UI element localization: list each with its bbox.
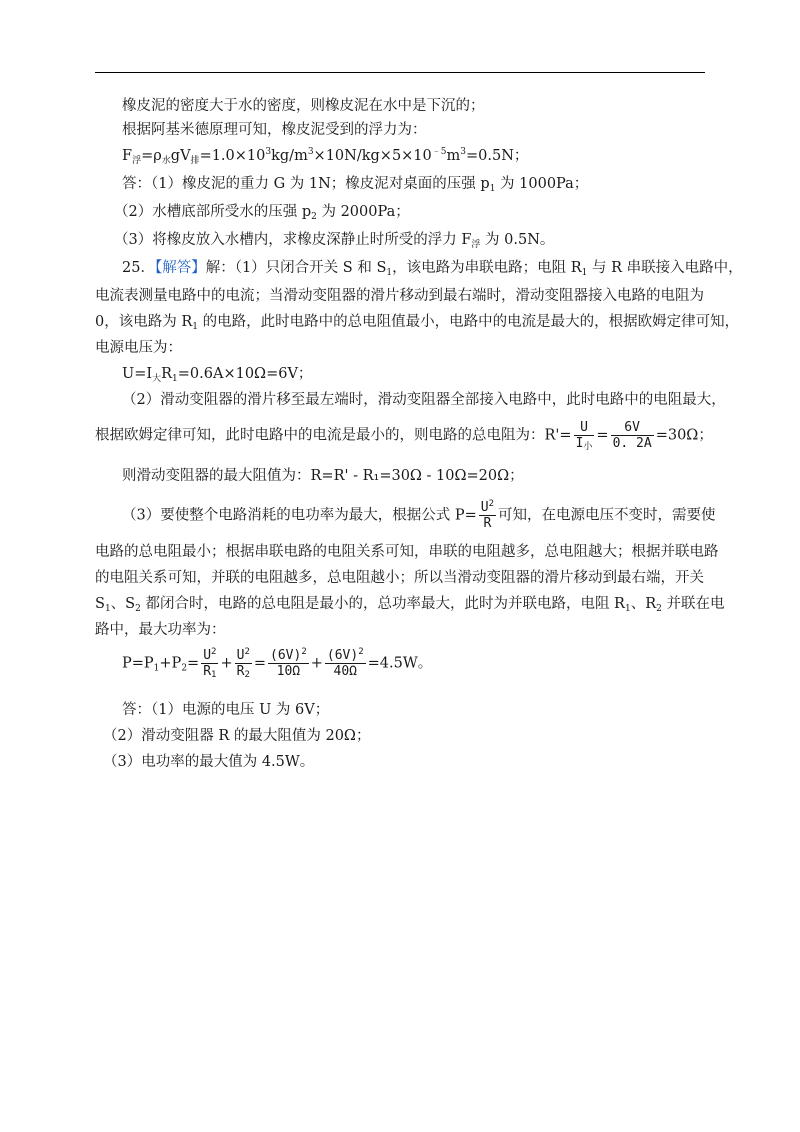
fraction: $\frac{(6V)^2}{10\Omega}$ — [270, 647, 307, 679]
formula-line: 根据欧姆定律可知，此时电路中的电流是最小的，则电路的总电阻为：R'= $\frac{U}{I_小}$ = $\frac{6V}{0. 2A}$ =30Ω； — [95, 420, 713, 452]
answer-line: 答：（1）电源的电压 U 为 6V； — [122, 702, 330, 718]
header-rule — [95, 72, 705, 73]
formula-line: $U=I_大R_1=0.6A\times 10\Omega=6V$； — [122, 366, 313, 384]
answer-line: （3）电功率的最大值为 4.5W。 — [103, 754, 315, 770]
formula-line: $P=P_1+P_2=$ $\frac{U^2}{R_1}$ + $\frac{U^2}{R_2}$ = $\frac{(6V)^2}{10\Omega}$ + $\frac{(6V)^2}{40\Omega}$ =4.5W。 — [122, 647, 433, 680]
answer-line: （2）滑动变阻器 R 的最大阻值为 20Ω； — [103, 728, 371, 744]
fraction: $\frac{U}{I_小}$ — [575, 420, 593, 452]
text-line: 0，该电路为 $R_1$ 的电路，此时电路中的总电阻值最小，电路中的电流是最大的，根据欧姆定律可知， — [95, 314, 740, 332]
answer-tag: 【解答】 — [154, 260, 206, 276]
fraction: $\frac{6V}{0. 2A}$ — [612, 420, 652, 451]
solution-line: 25．【解答】解：（1）只闭合开关 S 和 $S_1$，该电路为串联电路；电阻 $R_1$ 与 R 串联接入电路中， — [122, 260, 743, 278]
text-line: 根据阿基米德原理可知，橡皮泥受到的浮力为： — [122, 122, 427, 138]
fraction: $\frac{U^2}{R_1}$ — [203, 647, 217, 680]
text-line: （2）滑动变阻器的滑片移至最左端时，滑动变阻器全部接入电路中，此时电路中的电阻最大， — [122, 392, 726, 408]
text-line: 电源电压为： — [95, 340, 182, 356]
text-line: 橡皮泥的密度大于水的密度，则橡皮泥在水中是下沉的； — [122, 98, 485, 114]
answer-line: （3）将橡皮放入水槽内，求橡皮深静止时所受的浮力 $F_浮$ 为 0.5N。 — [114, 232, 555, 250]
fraction: $\frac{U^2}{R}$ — [480, 499, 494, 531]
formula-line: （3）要使整个电路消耗的电功率为最大，根据公式 P= $\frac{U^2}{R}$ 可知，在电源电压不变时，需要使 — [122, 499, 716, 531]
answer-line: 答：（1）橡皮泥的重力 G 为 1N；橡皮泥对桌面的压强 $p_1$ 为 1000Pa； — [122, 176, 589, 194]
text-line: 则滑动变阻器的最大阻值为：R=R' - R₁=30Ω - 10Ω=20Ω； — [122, 468, 524, 484]
formula-line: $F_浮=\rho_水gV_排=1.0\times 10^3kg/m^3\times 10N/kg\times 5\times 10^{﹣5}m^3=0.5N$； — [122, 147, 529, 166]
answer-line: （2）水槽底部所受水的压强 $p_2$ 为 2000Pa； — [114, 204, 410, 222]
text-line: 电路的总电阻最小；根据串联电路的电阻关系可知，串联的电阻越多，总电阻越大；根据并联电路 — [95, 544, 719, 560]
text-line: 路中，最大功率为： — [95, 622, 226, 638]
text-line: 电流表测量电路中的电流；当滑动变阻器的滑片移动到最右端时，滑动变阻器接入电路的电阻为 — [95, 288, 704, 304]
text-line: $S_1$、$S_2$ 都闭合时，电路的总电阻是最小的，总功率最大，此时为并联电路，电阻 $R_1$、$R_2$ 并联在电 — [95, 596, 725, 614]
fraction: $\frac{U^2}{R_2}$ — [236, 647, 250, 680]
text-line: 的电阻关系可知，并联的电阻越多，总电阻越小；所以当滑动变阻器的滑片移动到最右端，开关 — [95, 570, 704, 586]
fraction: $\frac{(6V)^2}{40\Omega}$ — [326, 647, 364, 679]
